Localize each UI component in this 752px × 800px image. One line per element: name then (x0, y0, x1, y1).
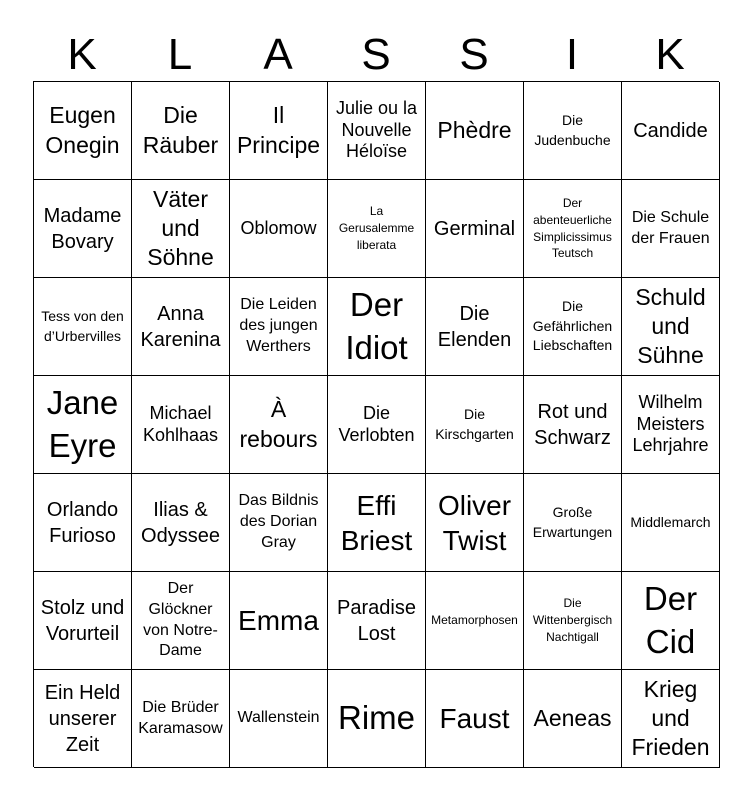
bingo-grid (33, 81, 719, 767)
bingo-cell[interactable]: Oblomow (230, 180, 328, 278)
bingo-cell[interactable]: Jane Eyre (34, 376, 132, 474)
bingo-cell[interactable]: Michael Kohlhaas (132, 376, 230, 474)
bingo-cell[interactable]: Rot und Schwarz (524, 376, 622, 474)
header-letter: L (167, 30, 193, 79)
bingo-cell[interactable]: Schuld und Sühne (622, 278, 720, 376)
bingo-cell[interactable]: Die Elenden (426, 278, 524, 376)
bingo-cell[interactable]: Der abenteuerliche Simplicissimus Teutsch (524, 180, 622, 278)
bingo-cell[interactable]: Wilhelm Meisters Lehrjahre (622, 376, 720, 474)
bingo-cell[interactable]: Emma (230, 572, 328, 670)
bingo-cell[interactable]: Das Bildnis des Dorian Gray (230, 474, 328, 572)
bingo-cell[interactable]: Effi Briest (328, 474, 426, 572)
bingo-cell[interactable]: Die Judenbuche (524, 82, 622, 180)
bingo-cell[interactable]: Julie ou la Nouvelle Héloïse (328, 82, 426, 180)
bingo-cell[interactable]: Väter und Söhne (132, 180, 230, 278)
header-letter: K (655, 30, 685, 79)
bingo-cell[interactable]: Der Idiot (328, 278, 426, 376)
bingo-cell[interactable]: Die Wittenbergisch Nachtigall (524, 572, 622, 670)
bingo-cell[interactable]: Wallenstein (230, 670, 328, 768)
bingo-cell[interactable]: Die Gefährlichen Liebschaften (524, 278, 622, 376)
bingo-cell[interactable]: Faust (426, 670, 524, 768)
bingo-cell[interactable]: Middlemarch (622, 474, 720, 572)
bingo-cell[interactable]: Der Cid (622, 572, 720, 670)
bingo-header (33, 28, 719, 82)
header-letter: K (67, 30, 97, 79)
bingo-cell[interactable]: Madame Bovary (34, 180, 132, 278)
bingo-cell[interactable]: Die Brüder Karamasow (132, 670, 230, 768)
bingo-cell[interactable]: Krieg und Frieden (622, 670, 720, 768)
bingo-cell[interactable]: Die Räuber (132, 82, 230, 180)
header-letter: S (361, 30, 391, 79)
bingo-cell[interactable]: Il Principe (230, 82, 328, 180)
header-letter: I (565, 30, 579, 79)
bingo-cell[interactable]: Anna Karenina (132, 278, 230, 376)
bingo-cell[interactable]: Stolz und Vorurteil (34, 572, 132, 670)
bingo-cell[interactable]: Die Kirschgarten (426, 376, 524, 474)
bingo-cell[interactable]: Oliver Twist (426, 474, 524, 572)
bingo-cell[interactable]: Die Verlobten (328, 376, 426, 474)
bingo-cell[interactable]: Der Glöckner von Notre-Dame (132, 572, 230, 670)
bingo-cell[interactable]: À rebours (230, 376, 328, 474)
bingo-cell[interactable]: Tess von den d’Urbervilles (34, 278, 132, 376)
bingo-cell[interactable]: Orlando Furioso (34, 474, 132, 572)
bingo-cell[interactable]: Eugen Onegin (34, 82, 132, 180)
bingo-cell[interactable]: Aeneas (524, 670, 622, 768)
bingo-cell[interactable]: La Gerusalemme liberata (328, 180, 426, 278)
bingo-cell[interactable]: Germinal (426, 180, 524, 278)
bingo-cell[interactable]: Metamorphosen (426, 572, 524, 670)
bingo-cell[interactable]: Paradise Lost (328, 572, 426, 670)
bingo-cell[interactable]: Die Leiden des jungen Werthers (230, 278, 328, 376)
header-letter: A (263, 30, 293, 79)
bingo-cell[interactable]: Rime (328, 670, 426, 768)
bingo-cell[interactable]: Ilias & Odyssee (132, 474, 230, 572)
bingo-cell[interactable]: Die Schule der Frauen (622, 180, 720, 278)
header-letter: S (459, 30, 489, 79)
bingo-cell[interactable]: Große Erwartungen (524, 474, 622, 572)
bingo-cell[interactable]: Phèdre (426, 82, 524, 180)
bingo-cell[interactable]: Candide (622, 82, 720, 180)
bingo-cell[interactable]: Ein Held unserer Zeit (34, 670, 132, 768)
